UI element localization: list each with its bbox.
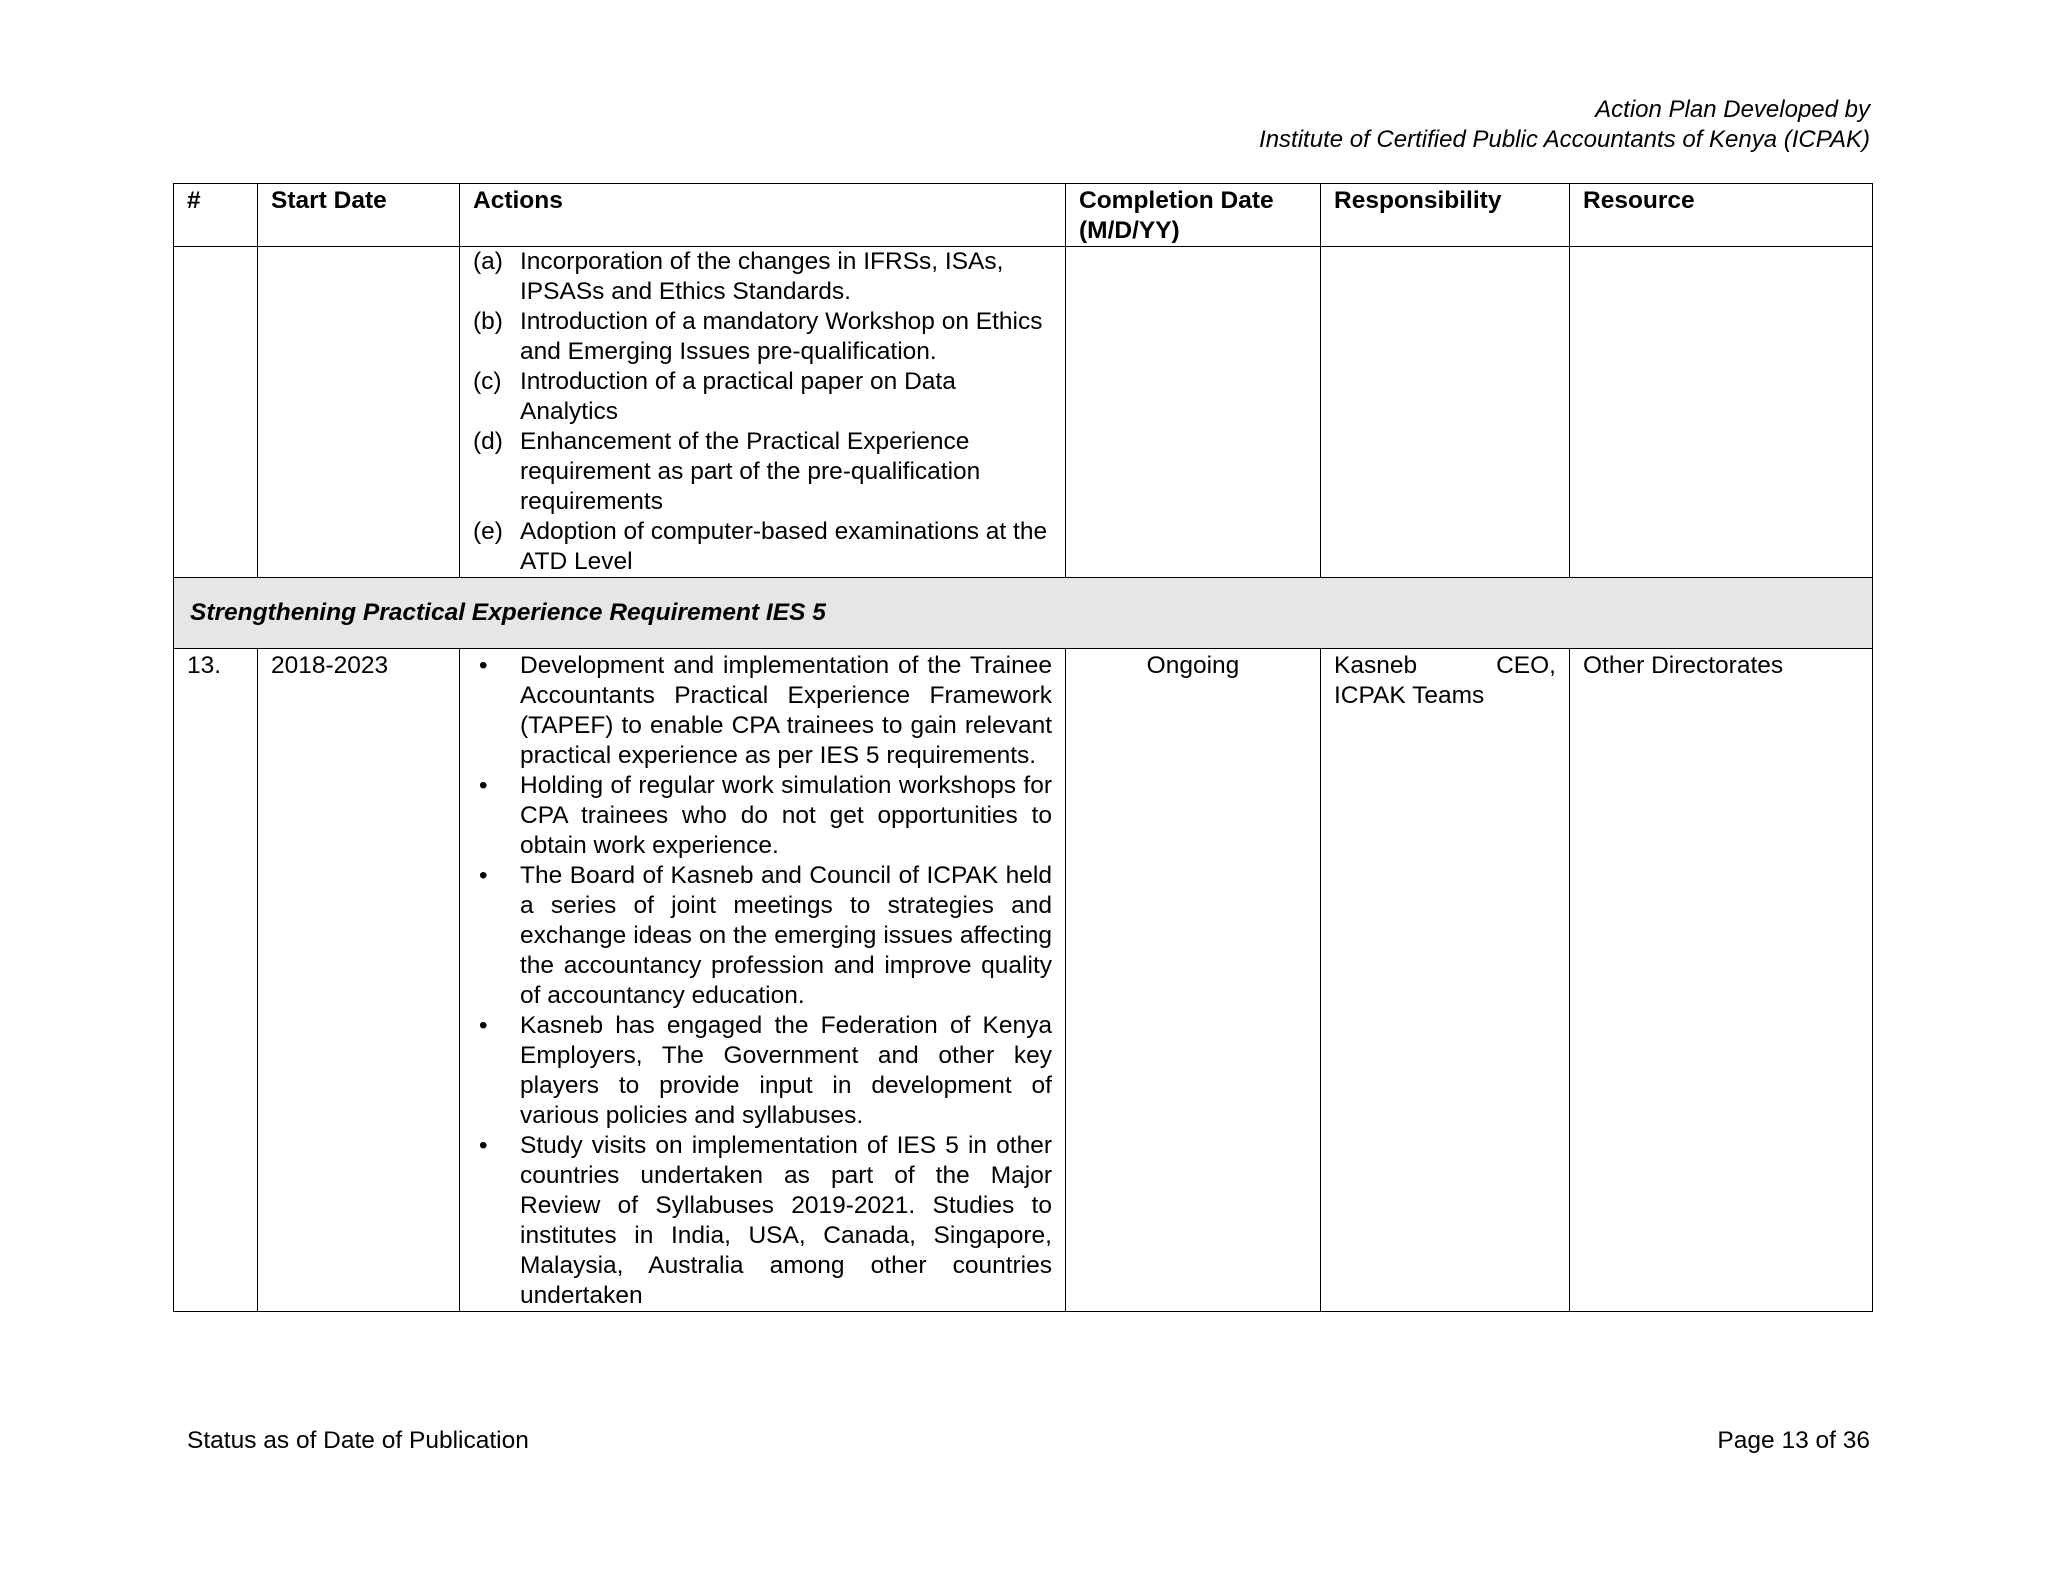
footer-status: Status as of Date of Publication	[187, 1427, 529, 1454]
cell-completion-date: Ongoing	[1066, 649, 1321, 1312]
list-item-text: Study visits on implementation of IES 5 in other countries undertaken as part of the Major Review of Syllabuses 2019-2021. Studies to institutes in India, USA, Canada, Singapore, Malaysia, Australia among other countries undertaken	[520, 1132, 1052, 1309]
list-item	[473, 367, 1052, 427]
bullet-icon: •	[479, 652, 488, 679]
table-header-row	[174, 184, 1873, 247]
col-header-actions: Actions	[460, 184, 1066, 247]
bullet-icon: •	[479, 862, 488, 889]
list-item	[473, 517, 1052, 577]
page-header	[1259, 95, 1870, 155]
list-item	[473, 247, 1052, 307]
section-row	[174, 578, 1873, 649]
col-header-resource: Resource	[1570, 184, 1873, 247]
table-row	[174, 247, 1873, 578]
cell-start-date: 2018-2023	[258, 649, 460, 1312]
cell-num: 13.	[174, 649, 258, 1312]
col-header-responsibility: Responsibility	[1321, 184, 1570, 247]
bullet-icon: •	[479, 1012, 488, 1039]
list-item-text: Introduction of a practical paper on Data Analytics	[520, 368, 956, 425]
section-title: Strengthening Practical Experience Requirement IES 5	[174, 578, 1873, 649]
bullet-icon: •	[479, 1132, 488, 1159]
footer-page-number: Page 13 of 36	[1717, 1427, 1870, 1454]
cell-responsibility	[1321, 247, 1570, 578]
col-header-start-date: Start Date	[258, 184, 460, 247]
action-plan-table	[173, 183, 1873, 1312]
list-item-text: Introduction of a mandatory Workshop on Ethics and Emerging Issues pre-qualification.	[520, 308, 1043, 365]
list-marker: (e)	[473, 518, 503, 545]
list-item-text: Development and implementation of the Trainee Accountants Practical Experience Framework (TAPEF) to enable CPA trainees to gain relevant practical experience as per IES 5 requirements.	[520, 652, 1052, 769]
table-row	[174, 649, 1873, 1312]
list-marker: (b)	[473, 308, 503, 335]
cell-num	[174, 247, 258, 578]
list-item	[473, 771, 1052, 861]
list-item	[473, 427, 1052, 517]
cell-responsibility: Kasneb CEO, ICPAK Teams	[1321, 649, 1570, 1312]
list-item	[473, 1131, 1052, 1311]
list-item-text: Adoption of computer-based examinations at the ATD Level	[520, 518, 1048, 575]
bullet-icon: •	[479, 772, 488, 799]
list-item-text: The Board of Kasneb and Council of ICPAK held a series of joint meetings to strategies and exchange ideas on the emerging issues affecting the accountancy profession and improve quality of accountancy education.	[520, 862, 1052, 1009]
list-item-text: Incorporation of the changes in IFRSs, ISAs, IPSASs and Ethics Standards.	[520, 248, 1004, 305]
cell-actions	[460, 649, 1066, 1312]
list-item-text: Kasneb has engaged the Federation of Kenya Employers, The Government and other key players to provide input in development of various policies and syllabuses.	[520, 1012, 1052, 1129]
cell-resource	[1570, 247, 1873, 578]
actions-list	[473, 247, 1052, 577]
list-item	[473, 861, 1052, 1011]
list-item	[473, 651, 1052, 771]
list-item-text: Holding of regular work simulation workshops for CPA trainees who do not get opportunities to obtain work experience.	[520, 772, 1052, 859]
cell-actions	[460, 247, 1066, 578]
list-item-text: Enhancement of the Practical Experience requirement as part of the pre-qualification requirements	[520, 428, 981, 515]
col-header-completion-date: Completion Date (M/D/YY)	[1066, 184, 1321, 247]
list-marker: (c)	[473, 368, 502, 395]
cell-resource: Other Directorates	[1570, 649, 1873, 1312]
actions-bullet-list	[473, 651, 1052, 1311]
list-item	[473, 307, 1052, 367]
header-line-1: Action Plan Developed by	[1595, 96, 1870, 123]
list-marker: (a)	[473, 248, 503, 275]
list-marker: (d)	[473, 428, 503, 455]
header-line-2: Institute of Certified Public Accountants of Kenya (ICPAK)	[1259, 126, 1870, 153]
col-header-num: #	[174, 184, 258, 247]
cell-start-date	[258, 247, 460, 578]
list-item	[473, 1011, 1052, 1131]
cell-completion-date	[1066, 247, 1321, 578]
